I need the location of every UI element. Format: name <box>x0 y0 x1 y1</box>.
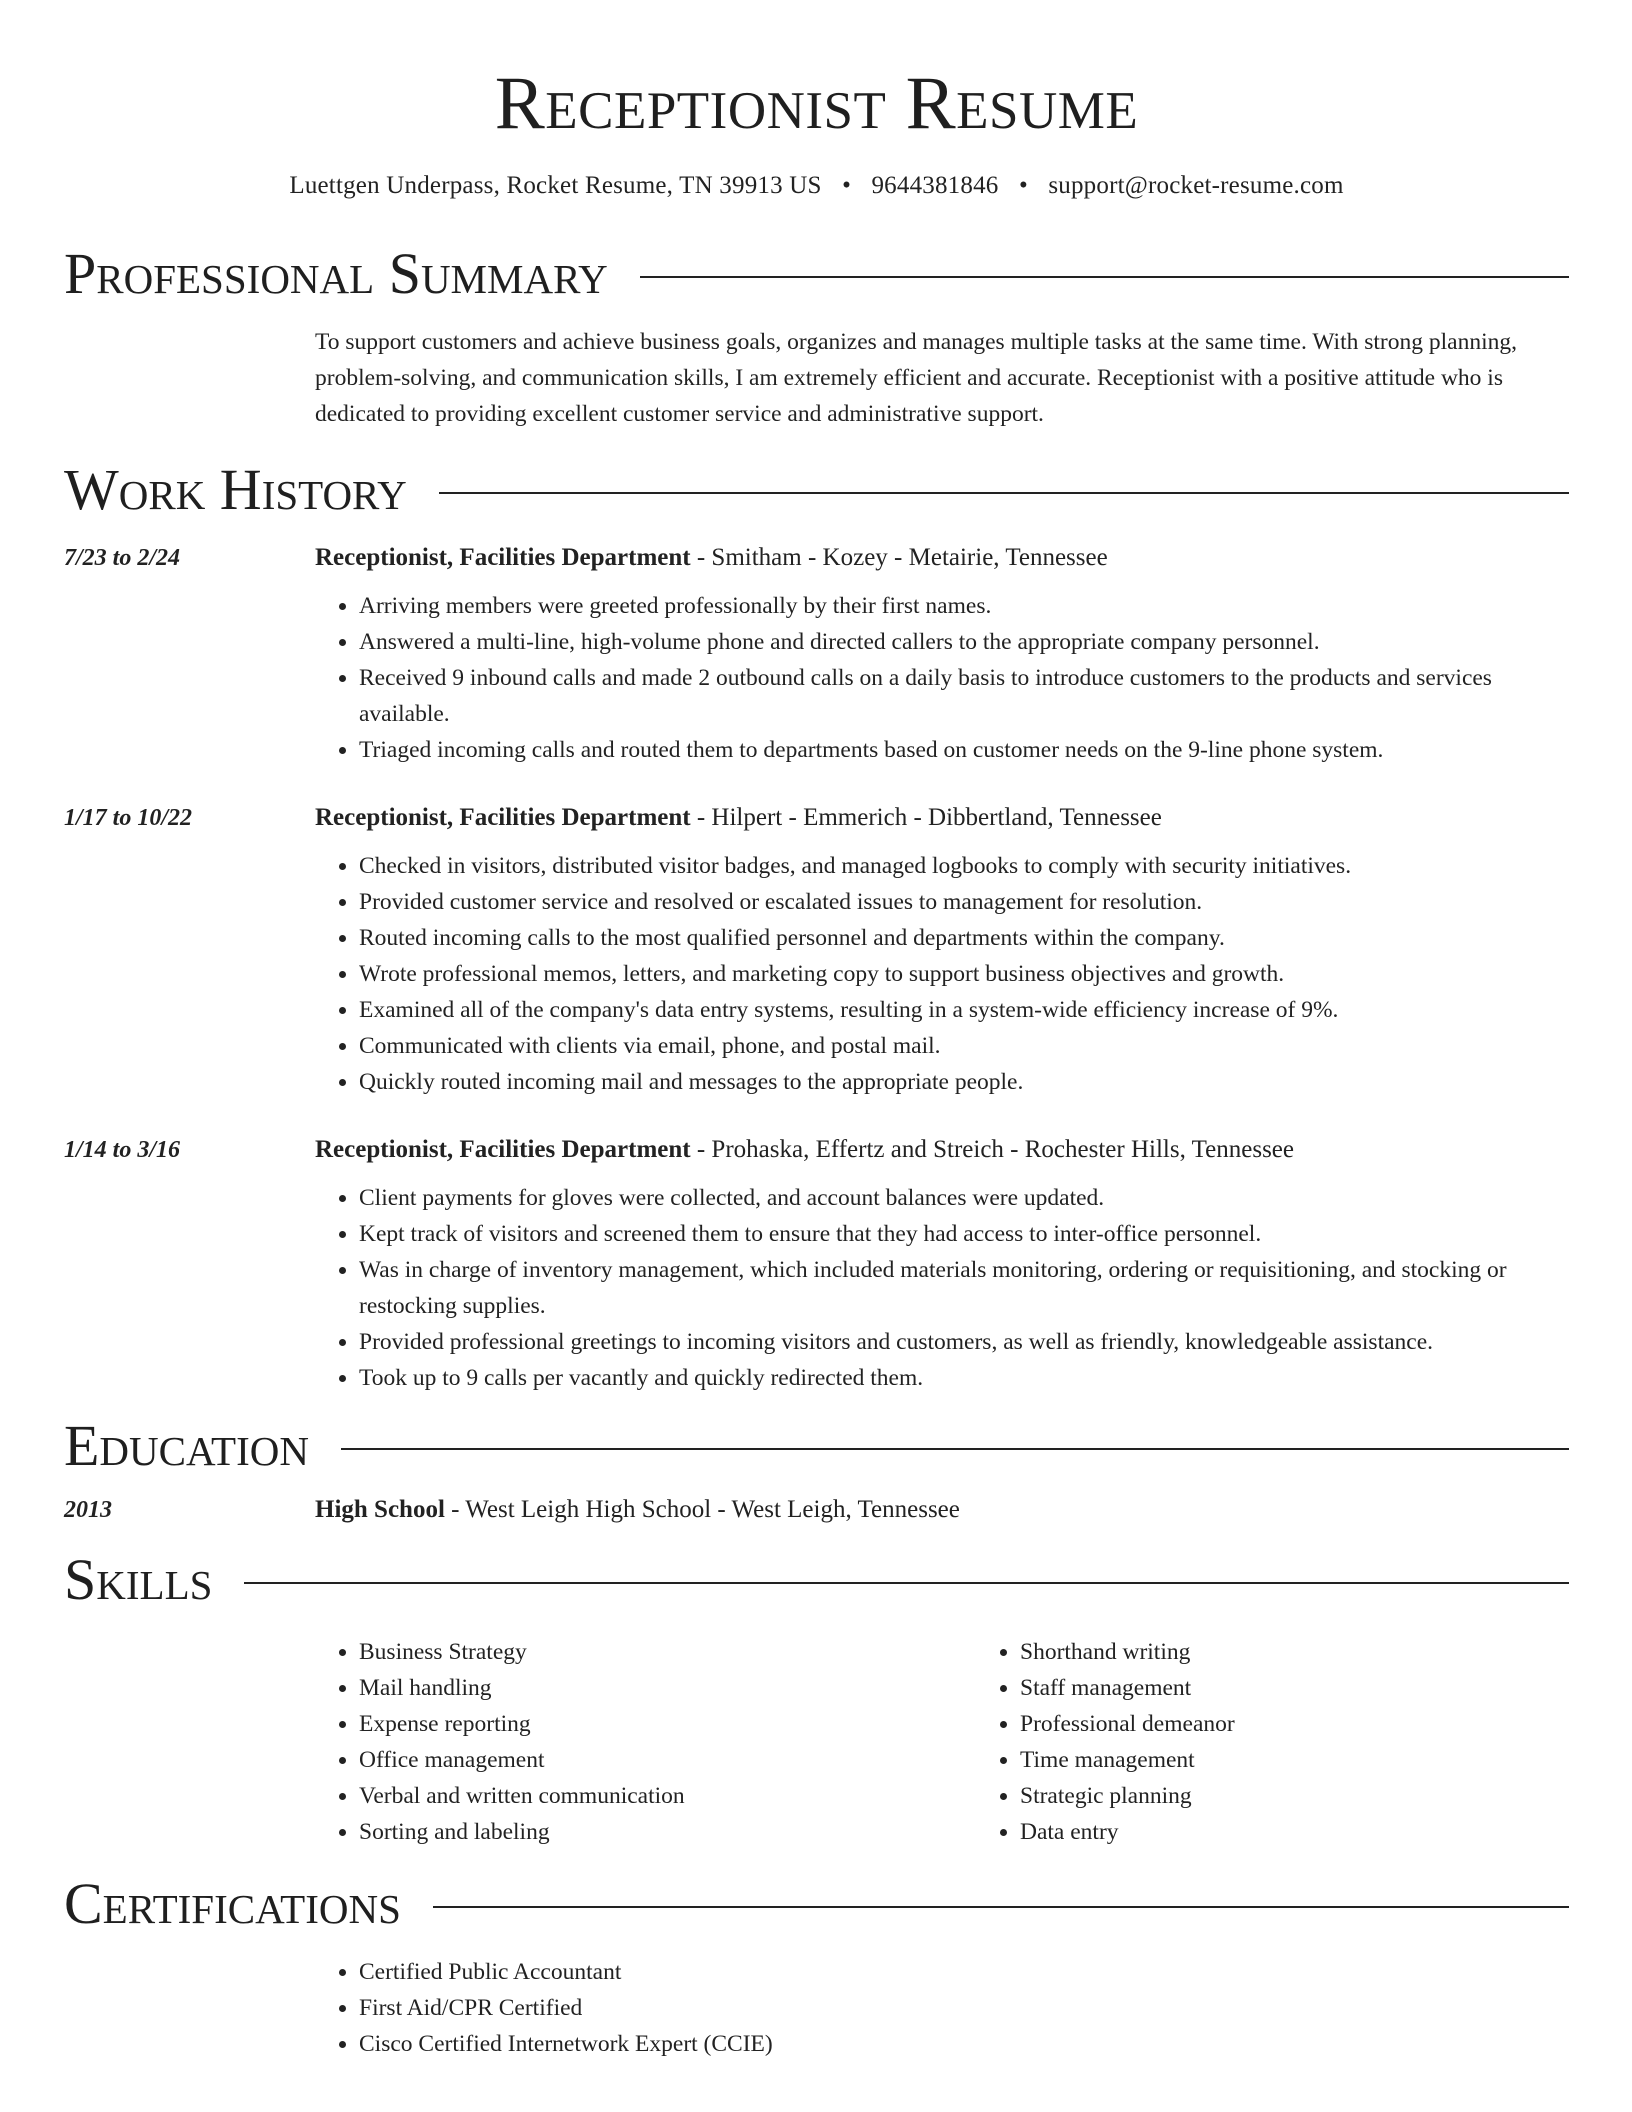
skill-item: • Sorting and labeling <box>359 1814 976 1850</box>
skill-item: • Time management <box>1020 1742 1632 1778</box>
skills-column-2 <box>976 1634 1632 1850</box>
job-bullet: • Client payments for gloves were collected, and account balances were updated. <box>359 1180 1569 1216</box>
education-section-header <box>64 1414 1569 1478</box>
job-title: Receptionist, Facilities Department <box>315 544 691 571</box>
skills-row <box>64 1634 1569 1850</box>
resume-page <box>64 0 1569 2062</box>
job-details: - Smitham - Kozey - Metairie, Tennessee <box>690 544 1108 571</box>
job-bullet: • Quickly routed incoming mail and messages to the appropriate people. <box>359 1064 1569 1100</box>
job-bullet: • Provided professional greetings to incoming visitors and customers, as well as friendly, knowledgeable assistance. <box>359 1324 1569 1360</box>
job-bullet: • Communicated with clients via email, phone, and postal mail. <box>359 1028 1569 1064</box>
job-title: Receptionist, Facilities Department <box>315 804 691 831</box>
certifications-row <box>64 1954 1569 2062</box>
job-bullet: • Routed incoming calls to the most qualified personnel and departments within the company. <box>359 920 1569 956</box>
certification-item: • First Aid/CPR Certified <box>359 1990 1569 2026</box>
job-bullet: • Was in charge of inventory management, which included materials monitoring, ordering or requisitioning, and stocking or restocking supplies. <box>359 1252 1569 1324</box>
section-divider <box>433 1906 1569 1908</box>
job-title-line <box>315 1134 1569 1166</box>
job-bullet: • Checked in visitors, distributed visitor badges, and managed logbooks to comply with security initiatives. <box>359 848 1569 884</box>
job-bullets <box>315 1180 1569 1396</box>
contact-address: Luettgen Underpass, Rocket Resume, TN 39913 US <box>289 172 822 199</box>
section-divider <box>439 492 1569 494</box>
job-entry <box>64 1134 1569 1396</box>
job-details: - Prohaska, Effertz and Streich - Rochester Hills, Tennessee <box>690 1136 1295 1163</box>
job-bullet: • Provided customer service and resolved or escalated issues to management for resolution. <box>359 884 1569 920</box>
job-entry <box>64 802 1569 1100</box>
skill-item: • Verbal and written communication <box>359 1778 976 1814</box>
education-line <box>315 1494 1569 1526</box>
summary-section-header <box>64 242 1569 306</box>
job-bullet: • Examined all of the company's data entry systems, resulting in a system-wide efficiency increase of 9%. <box>359 992 1569 1028</box>
skills-section-header <box>64 1548 1569 1612</box>
section-divider <box>640 276 1569 278</box>
certifications-list <box>315 1954 1569 2062</box>
section-divider <box>244 1582 1569 1584</box>
contact-phone: 9644381846 <box>871 172 999 199</box>
skill-item: • Expense reporting <box>359 1706 976 1742</box>
job-title: Receptionist, Facilities Department <box>315 1136 691 1163</box>
job-bullet: • Wrote professional memos, letters, and marketing copy to support business objectives and growth. <box>359 956 1569 992</box>
contact-line <box>64 170 1569 202</box>
job-bullet: • Answered a multi-line, high-volume phone and directed callers to the appropriate company personnel. <box>359 624 1569 660</box>
skills-grid <box>315 1634 1632 1850</box>
certification-item: • Cisco Certified Internetwork Expert (CCIE) <box>359 2026 1569 2062</box>
skill-item: • Professional demeanor <box>1020 1706 1632 1742</box>
certifications-heading: Certifications <box>64 1871 401 1936</box>
summary-text: To support customers and achieve business goals, organizes and manages multiple tasks at the same time. With strong planning, problem-solving, and communication skills, I am extremely efficient and accurate. Receptionist with a positive attitude who is dedicated to providing excellent customer service and administrative support. <box>315 329 1517 427</box>
job-bullet: • Kept track of visitors and screened them to ensure that they had access to inter-office personnel. <box>359 1216 1569 1252</box>
summary-row <box>64 324 1569 432</box>
job-bullet: • Arriving members were greeted professionally by their first names. <box>359 588 1569 624</box>
contact-separator: • <box>1018 172 1028 199</box>
resume-title: Receptionist Resume <box>494 62 1139 145</box>
work-section-header <box>64 458 1569 522</box>
skill-item: • Business Strategy <box>359 1634 976 1670</box>
skills-column-1 <box>315 1634 976 1850</box>
skill-item: • Mail handling <box>359 1670 976 1706</box>
skill-item: • Data entry <box>1020 1814 1632 1850</box>
job-title-line <box>315 542 1569 574</box>
job-bullets <box>315 848 1569 1100</box>
work-heading: Work History <box>64 457 407 522</box>
job-bullet: • Received 9 inbound calls and made 2 outbound calls on a daily basis to introduce customers to the products and services available. <box>359 660 1569 732</box>
job-dates: 1/17 to 10/22 <box>64 805 193 831</box>
job-bullets <box>315 588 1569 768</box>
certification-item: • Certified Public Accountant <box>359 1954 1569 1990</box>
job-bullet: • Took up to 9 calls per vacantly and quickly redirected them. <box>359 1360 1569 1396</box>
job-dates: 1/14 to 3/16 <box>64 1137 181 1163</box>
job-details: - Hilpert - Emmerich - Dibbertland, Tennessee <box>690 804 1162 831</box>
job-dates: 7/23 to 2/24 <box>64 545 181 571</box>
job-title-line <box>315 802 1569 834</box>
skill-item: • Strategic planning <box>1020 1778 1632 1814</box>
contact-email: support@rocket-resume.com <box>1048 172 1344 199</box>
education-year: 2013 <box>64 1497 112 1523</box>
skills-heading: Skills <box>64 1547 213 1612</box>
skill-item: • Staff management <box>1020 1670 1632 1706</box>
education-entry <box>64 1494 1569 1526</box>
skill-item: • Office management <box>359 1742 976 1778</box>
skill-item: • Shorthand writing <box>1020 1634 1632 1670</box>
section-divider <box>341 1448 1569 1450</box>
job-bullet: • Triaged incoming calls and routed them to departments based on customer needs on the 9-line phone system. <box>359 732 1569 768</box>
summary-heading: Professional Summary <box>64 241 608 306</box>
education-heading: Education <box>64 1413 309 1478</box>
education-degree: High School <box>315 1496 445 1523</box>
certifications-section-header <box>64 1872 1569 1936</box>
contact-separator: • <box>842 172 852 199</box>
education-details: - West Leigh High School - West Leigh, Tennessee <box>444 1496 960 1523</box>
job-entry <box>64 542 1569 768</box>
